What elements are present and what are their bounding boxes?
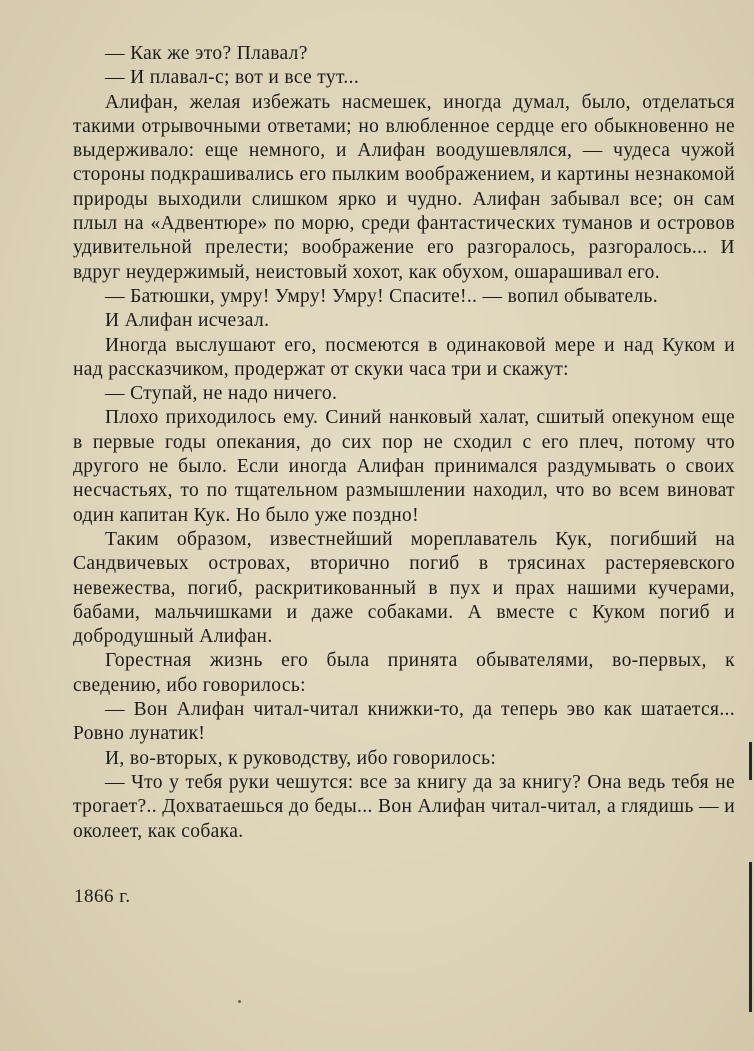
paragraph: — Вон Алифан читал-читал книжки-то, да теперь эво как шатается... Ровно лунатик! xyxy=(73,699,735,745)
page-edge-shadow xyxy=(749,742,752,780)
paragraph: — Как же это? Плавал? xyxy=(105,43,308,64)
paragraph: — Батюшки, умру! Умру! Умру! Спасите!.. — вопил обыватель. xyxy=(105,285,659,307)
paragraph: Алифан, желая избежать насмешек, иногда думал, было, отделаться такими отрывочными ответами; но влюбленное сердце его обыкновенно не выдерживало: еще немного, и Алифан воодушевлялся, — чудеса чужой стороны подкрашивались его пылким воображением, и картины незнакомой природы выходили слишком ярко и чудно. Алифан забывал все; он сам плыл на «Адвентюре» по морю, среди фантастических туманов и островов удивительной прелести; воображение его разгоралось, разгоралось... И вдруг неудержимый, неистовый хохот, как обухом, ошарашивал его. xyxy=(73,91,735,283)
page-edge-shadow xyxy=(749,862,752,1012)
paragraph: — Что у тебя руки чешутся: все за книгу да за книгу? Она ведь тебя не трогает?.. Дохватаешься до беды... Вон Алифан читал-читал, а глядишь — и околеет, как собака. xyxy=(73,771,735,842)
paragraph: — Ступай, не надо ничего. xyxy=(105,383,338,405)
paragraph: Горестная жизнь его была принята обывателями, во-первых, к сведению, ибо говорилось: xyxy=(73,650,735,696)
paragraph: И, во-вторых, к руководству, ибо говорилось: xyxy=(105,747,497,769)
paragraph: И Алифан исчезал. xyxy=(105,310,270,332)
text-body xyxy=(73,42,735,844)
date-line: 1866 г. xyxy=(74,886,131,907)
paragraph: Плохо приходилось ему. Синий нанковый халат, сшитый опекуном еще в первые годы опекания, до сих пор не сходил с его плеч, потому что другого не было. Если иногда Алифан принимался раздумывать о своих несчастьях, то по тщательном размышлении находил, что во всем виноват один капитан Кук. Но было уже поздно! xyxy=(73,407,735,526)
paper-speck xyxy=(238,1000,241,1003)
paragraph: Таким образом, известнейший мореплаватель Кук, погибший на Сандвичевых островах, вторично погиб в трясинах растеряевского невежества, погиб, раскритикованный в пух и прах нашими кучерами, бабами, мальчишками и даже собаками. А вместе с Куком погиб и добродушный Алифан. xyxy=(73,528,735,648)
paragraph: Иногда выслушают его, посмеются в одинаковой мере и над Куком и над рассказчиком, продержат от скуки часа три и скажут: xyxy=(73,334,735,380)
paragraph: — И плавал-с; вот и все тут... xyxy=(105,67,360,89)
